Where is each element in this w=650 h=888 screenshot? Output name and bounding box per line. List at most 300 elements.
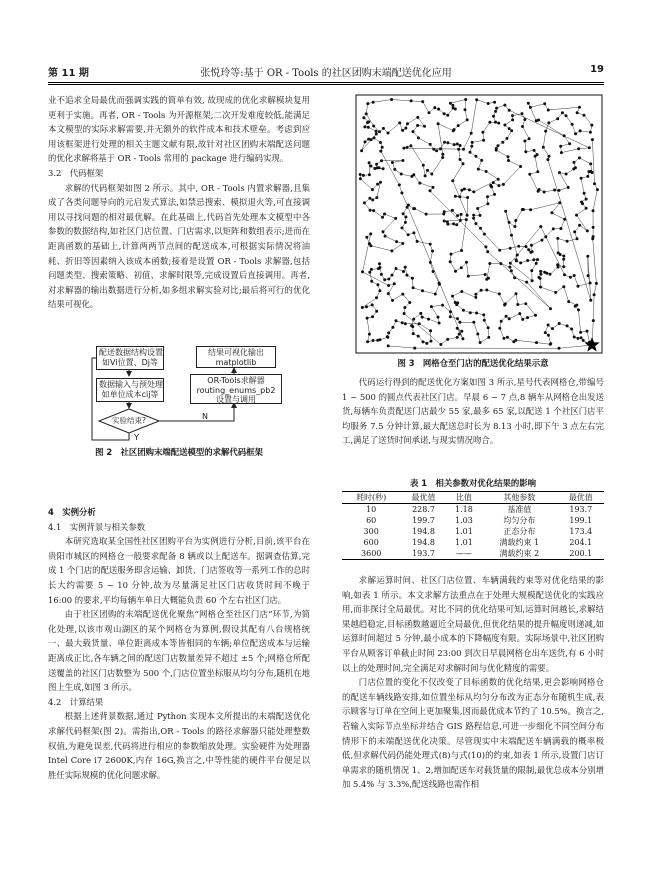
store-node: [403, 312, 406, 315]
body-paragraph: 根据上述背景数据,通过 Python 实现本文所提出的末端配送优化求解代码框架(图 2)。需指出,OR - Tools 的路径求解器只能处理整数权值,为避免误差,代码将进行相应的参数缩放处理。实验硬件为处理器 Intel Core i7 2600K,内存 16G,换言之,中等性能的硬件平台便足以胜任实际规模的优化问题求解。: [48, 711, 310, 780]
store-node: [460, 249, 463, 252]
store-node: [363, 125, 366, 128]
store-node: [476, 333, 479, 336]
store-node: [398, 121, 401, 124]
store-node: [409, 144, 412, 147]
store-node: [412, 332, 415, 335]
section-heading-4: 4 实例分析: [48, 507, 96, 517]
store-node: [592, 209, 595, 212]
store-node: [391, 299, 394, 302]
store-node: [450, 253, 453, 256]
store-node: [370, 280, 373, 283]
store-node: [588, 146, 591, 149]
store-node: [547, 334, 550, 337]
store-node: [456, 317, 459, 320]
store-node: [380, 159, 383, 162]
store-node: [582, 339, 585, 342]
store-node: [539, 277, 542, 280]
store-node: [561, 111, 564, 114]
store-node: [391, 274, 394, 277]
store-node: [529, 106, 532, 109]
store-node: [372, 125, 375, 128]
table-row: [342, 526, 604, 537]
store-node: [569, 276, 572, 279]
store-node: [576, 111, 579, 114]
store-node: [431, 250, 434, 253]
store-node: [513, 276, 516, 279]
table-header-row: [342, 492, 604, 504]
store-node: [395, 267, 398, 270]
store-node: [421, 100, 424, 103]
store-node: [487, 277, 490, 280]
store-node: [589, 282, 592, 285]
store-node: [378, 130, 381, 133]
store-node: [429, 143, 432, 146]
store-node: [456, 143, 459, 146]
store-node: [394, 217, 397, 220]
store-node: [550, 211, 553, 214]
store-node: [497, 184, 500, 187]
store-node: [576, 237, 579, 240]
store-node: [470, 132, 473, 135]
store-node: [456, 336, 459, 339]
store-node: [508, 109, 511, 112]
store-node: [565, 114, 568, 117]
store-node: [421, 316, 424, 319]
store-node: [578, 224, 581, 227]
store-node: [487, 336, 490, 339]
store-node: [549, 273, 552, 276]
store-node: [368, 271, 371, 274]
store-node: [378, 262, 381, 265]
store-node: [547, 324, 550, 327]
table-cell: 1.01: [455, 527, 473, 536]
store-node: [404, 322, 407, 325]
store-node: [412, 286, 415, 289]
store-node: [498, 327, 501, 330]
header-rule-thin: [48, 84, 604, 85]
store-node: [474, 222, 477, 225]
store-node: [498, 249, 501, 252]
store-node: [368, 333, 371, 336]
store-node: [516, 254, 519, 257]
section-heading-3-2: 3.2 代码框架: [48, 167, 104, 178]
store-node: [367, 126, 370, 129]
store-node: [519, 261, 522, 264]
header-rule: [48, 82, 604, 83]
store-node: [379, 141, 382, 144]
store-node: [404, 127, 407, 130]
store-node: [507, 155, 510, 158]
store-node: [441, 156, 444, 159]
store-node: [539, 273, 542, 276]
store-node: [401, 159, 404, 162]
left-column-top: [48, 93, 310, 312]
store-node: [558, 201, 561, 204]
store-node: [513, 225, 516, 228]
store-node: [547, 109, 550, 112]
store-node: [382, 127, 385, 130]
store-node: [434, 293, 437, 296]
store-node: [460, 213, 463, 216]
store-node: [449, 315, 452, 318]
store-node: [494, 110, 497, 113]
flow-box-preprocess: 数据输入与预处理 如单位成本cij等: [96, 378, 164, 402]
store-node: [477, 168, 480, 171]
store-node: [574, 132, 577, 135]
store-node: [573, 336, 576, 339]
store-node: [466, 118, 469, 121]
store-node: [366, 102, 369, 105]
store-node: [485, 289, 488, 292]
store-node: [368, 161, 371, 164]
store-node: [384, 235, 387, 238]
body-paragraph: 由于社区团购的末端配送优化聚焦“网格仓至社区门店”环节,为简化处理,以该市观山湖区的某个网格仓为算例,假设其配有八台规格统一、最大载货量、单位距离成本等皆相同的车辆;单位配送成本与运输距离成正比,各车辆之间的配送门店数量差异不超过 ±5 个;网格仓所配送覆盖的社区门店数整为 500 个,门店位置坐标服从均匀分布,随机在地图上生成,如图 3 所示。: [48, 609, 310, 693]
table-1-caption: 表 1 相关参数对优化结果的影响: [410, 478, 536, 488]
store-node: [537, 119, 540, 122]
table-cell: 满载约束 2: [481, 548, 558, 560]
store-node: [387, 331, 390, 334]
store-node: [375, 296, 378, 299]
store-node: [503, 124, 506, 127]
store-node: [522, 208, 525, 211]
running-title: 张悦玲等:基于 OR - Tools 的社区团购末端配送优化应用: [200, 68, 452, 79]
store-node: [479, 227, 482, 230]
store-node: [359, 173, 362, 176]
store-node: [585, 198, 588, 201]
store-node: [387, 278, 390, 281]
store-node: [497, 178, 500, 181]
store-node: [456, 214, 459, 217]
store-node: [446, 338, 449, 341]
store-node: [428, 111, 431, 114]
store-node: [501, 141, 504, 144]
store-node: [494, 121, 497, 124]
store-node: [454, 301, 457, 304]
store-node: [458, 195, 461, 198]
store-node: [403, 306, 406, 309]
store-node: [412, 207, 415, 210]
store-node: [401, 321, 404, 324]
store-node: [382, 230, 385, 233]
store-node: [361, 306, 364, 309]
store-node: [383, 213, 386, 216]
store-node: [596, 188, 599, 191]
store-node: [480, 159, 483, 162]
store-node: [549, 307, 552, 310]
store-node: [568, 142, 571, 145]
store-node: [518, 312, 521, 315]
store-node: [459, 219, 462, 222]
store-node: [559, 145, 562, 148]
store-node: [572, 167, 575, 170]
store-node: [439, 147, 442, 150]
store-node: [562, 258, 565, 261]
store-node: [476, 207, 479, 210]
store-node: [422, 164, 425, 167]
store-node: [559, 227, 562, 230]
table-cell: 194.8: [412, 527, 435, 536]
store-node: [544, 331, 547, 334]
store-node: [400, 191, 403, 194]
store-node: [449, 102, 452, 105]
store-node: [551, 327, 554, 330]
store-node: [387, 132, 390, 135]
store-node: [393, 168, 396, 171]
store-node: [469, 151, 472, 154]
left-column-lower: [48, 505, 310, 782]
store-node: [464, 108, 467, 111]
store-node: [508, 317, 511, 320]
store-node: [380, 273, 383, 276]
store-node: [456, 327, 459, 330]
store-node: [519, 165, 522, 168]
store-node: [395, 319, 398, 322]
store-node: [509, 247, 512, 250]
store-node: [570, 328, 573, 331]
store-node: [474, 293, 477, 296]
store-node: [376, 183, 379, 186]
table-cell: 228.7: [412, 505, 435, 514]
store-node: [371, 188, 374, 191]
store-node: [558, 189, 561, 192]
store-node: [430, 305, 433, 308]
store-node: [554, 291, 557, 294]
store-node: [456, 301, 459, 304]
store-node: [472, 321, 475, 324]
store-node: [370, 138, 373, 141]
store-node: [565, 173, 568, 176]
store-node: [362, 116, 365, 119]
store-node: [430, 173, 433, 176]
store-node: [375, 163, 378, 166]
store-node: [366, 121, 369, 124]
store-node: [589, 170, 592, 173]
store-node: [391, 326, 394, 329]
table-cell: 204.1: [569, 538, 593, 547]
store-node: [371, 303, 374, 306]
store-node: [543, 102, 546, 105]
store-node: [467, 275, 470, 278]
store-node: [435, 149, 438, 152]
store-node: [453, 143, 456, 146]
store-node: [438, 282, 441, 285]
store-node: [416, 240, 419, 243]
store-node: [437, 316, 440, 319]
store-node: [537, 190, 540, 193]
store-node: [378, 289, 381, 292]
store-node: [429, 243, 432, 246]
store-node: [539, 286, 542, 289]
store-node: [471, 141, 474, 144]
store-node: [486, 250, 489, 253]
store-node: [563, 134, 566, 137]
store-node: [510, 234, 513, 237]
route-map-plot: [342, 93, 604, 355]
store-node: [502, 337, 505, 340]
store-node: [361, 270, 364, 273]
store-node: [432, 148, 435, 151]
store-node: [515, 258, 518, 261]
store-node: [405, 274, 408, 277]
store-node: [583, 192, 586, 195]
store-node: [407, 233, 410, 236]
table-row: [342, 548, 604, 560]
store-node: [429, 329, 432, 332]
store-node: [536, 153, 539, 156]
store-node: [553, 189, 556, 192]
store-node: [578, 156, 581, 159]
issue-number: 第 11 期: [48, 68, 89, 79]
store-node: [487, 102, 490, 105]
store-node: [458, 333, 461, 336]
table-cell: 600: [363, 538, 379, 547]
table-cell: 199.1: [569, 516, 593, 525]
store-node: [451, 179, 454, 182]
store-node: [430, 340, 433, 343]
store-node: [458, 321, 461, 324]
store-node: [495, 149, 498, 152]
store-node: [529, 208, 532, 211]
yes-label: Y: [134, 433, 139, 442]
store-node: [488, 262, 491, 265]
store-node: [503, 304, 506, 307]
store-node: [406, 206, 409, 209]
store-node: [475, 98, 478, 101]
store-node: [437, 122, 440, 125]
store-node: [375, 196, 378, 199]
store-node: [580, 336, 583, 339]
store-node: [502, 183, 505, 186]
store-node: [516, 303, 519, 306]
store-node: [401, 129, 404, 132]
store-node: [378, 166, 381, 169]
table-cell: 3600: [342, 548, 400, 560]
store-node: [368, 197, 371, 200]
store-node: [563, 273, 566, 276]
store-node: [475, 312, 478, 315]
figure-2-flowchart: [84, 346, 294, 446]
store-node: [381, 216, 384, 219]
body-paragraph: 求解的代码框架如图 2 所示。其中, OR - Tools 内置求解器,且集成了各类问题导向的元启发式算法,如禁忌搜索、模拟退火等,可直接调用以寻找问题的相对最优解。在此基础上,代码首先处理本文模型中各参数的数据结构,如社区门店位置、门店需求,以矩阵和数组表示;进而在距离函数的基础上,计算两两节点间的配送成本,可根据实际情况将油耗、折旧等因素纳入该成本函数;接着是设置 OR - Tools 求解器,包括问题类型、搜索策略、初值、求解时限等,完成设置后直接调用。再者,对求解器的输出数据进行分析,如多组求解实验对比;最后将可行的优化结果可视化。: [48, 182, 310, 310]
store-node: [406, 146, 409, 149]
store-node: [479, 214, 482, 217]
store-node: [368, 173, 371, 176]
store-node: [411, 325, 414, 328]
store-node: [465, 218, 468, 221]
store-node: [369, 209, 372, 212]
store-node: [493, 193, 496, 196]
store-node: [580, 177, 583, 180]
store-node: [381, 146, 384, 149]
store-node: [463, 188, 466, 191]
store-node: [429, 261, 432, 264]
body-paragraph: 代码运行得到的配送优化方案如图 3 所示,星号代表网格仓,带编号 1 ~ 500 的圆点代表社区门店。早晨 6 ~ 7 点,8 辆车从网格仓出发送货,每辆车负责配送门店最少 55 家,最多 65 家,以配送 1 个社区门店平均服务 7.5 分钟计算,最大配送总时长为 8.13 小时,即下午 3 点左右完工,满足了送货时间承诺,与现实情况吻合。: [342, 377, 604, 446]
store-node: [441, 304, 444, 307]
store-node: [365, 236, 368, 239]
store-node: [375, 310, 378, 313]
store-node: [483, 233, 486, 236]
store-node: [506, 336, 509, 339]
store-node: [368, 242, 371, 245]
table-cell: 1.03: [455, 516, 473, 525]
store-node: [544, 130, 547, 133]
store-node: [401, 242, 404, 245]
store-node: [515, 292, 518, 295]
store-node: [383, 278, 386, 281]
body-paragraph: 本研究选取某全国性社区团购平台为实例进行分析,目前,该平台在贵阳市城区的网格仓一般要求配备 8 辆或以上配送车。据调查估算,完成 1 个门店的配送服务即含运输、卸货、门店签收等一系列工作的总时长大约需要 5 ~ 10 分钟,故为尽量满足社区门店收货时间不晚于 16:00 的要求,平均每辆车单日大概能负责 60 个左右社区门店。: [48, 536, 310, 605]
store-node: [593, 293, 596, 296]
store-node: [590, 124, 593, 127]
store-node: [586, 255, 589, 258]
store-node: [474, 155, 477, 158]
store-node: [404, 216, 407, 219]
store-node: [577, 308, 580, 311]
store-node: [446, 141, 449, 144]
store-node: [495, 107, 498, 110]
store-node: [527, 102, 530, 105]
store-node: [556, 237, 559, 240]
page-number: 19: [590, 64, 604, 75]
store-node: [536, 258, 539, 261]
store-node: [496, 144, 499, 147]
table-cell: 60: [366, 516, 377, 525]
store-node: [468, 188, 471, 191]
store-node: [470, 145, 473, 148]
store-node: [433, 106, 436, 109]
store-node: [462, 148, 465, 151]
store-node: [455, 223, 458, 226]
store-node: [567, 300, 570, 303]
running-header: [48, 64, 604, 80]
store-node: [511, 118, 514, 121]
arrow-no-branch: [159, 403, 234, 421]
store-node: [595, 282, 598, 285]
store-node: [386, 336, 389, 339]
store-node: [524, 302, 527, 305]
store-node: [379, 181, 382, 184]
store-node: [472, 190, 475, 193]
store-node: [416, 124, 419, 127]
figure-3-caption: 图 3 网格仓至门店的配送优化结果示意: [397, 358, 549, 368]
store-node: [441, 153, 444, 156]
store-node: [402, 212, 405, 215]
table-cell: 正态分布: [503, 527, 536, 536]
store-node: [480, 289, 483, 292]
flow-box-visualize: 结果可视化输出 matplotlib: [196, 346, 276, 368]
store-node: [484, 245, 487, 248]
store-node: [371, 198, 374, 201]
store-node: [563, 218, 566, 221]
store-node: [591, 138, 594, 141]
store-node: [432, 270, 435, 273]
store-node: [587, 274, 590, 277]
store-node: [540, 239, 543, 242]
store-node: [443, 112, 446, 115]
store-node: [365, 305, 368, 308]
table-1: [342, 491, 604, 560]
store-node: [457, 148, 460, 151]
store-node: [429, 189, 432, 192]
store-node: [487, 326, 490, 329]
store-node: [466, 214, 469, 217]
store-node: [411, 277, 414, 280]
store-node: [391, 161, 394, 164]
store-node: [462, 162, 465, 165]
store-node: [366, 317, 369, 320]
store-node: [376, 283, 379, 286]
table-cell: 200.1: [558, 548, 604, 560]
